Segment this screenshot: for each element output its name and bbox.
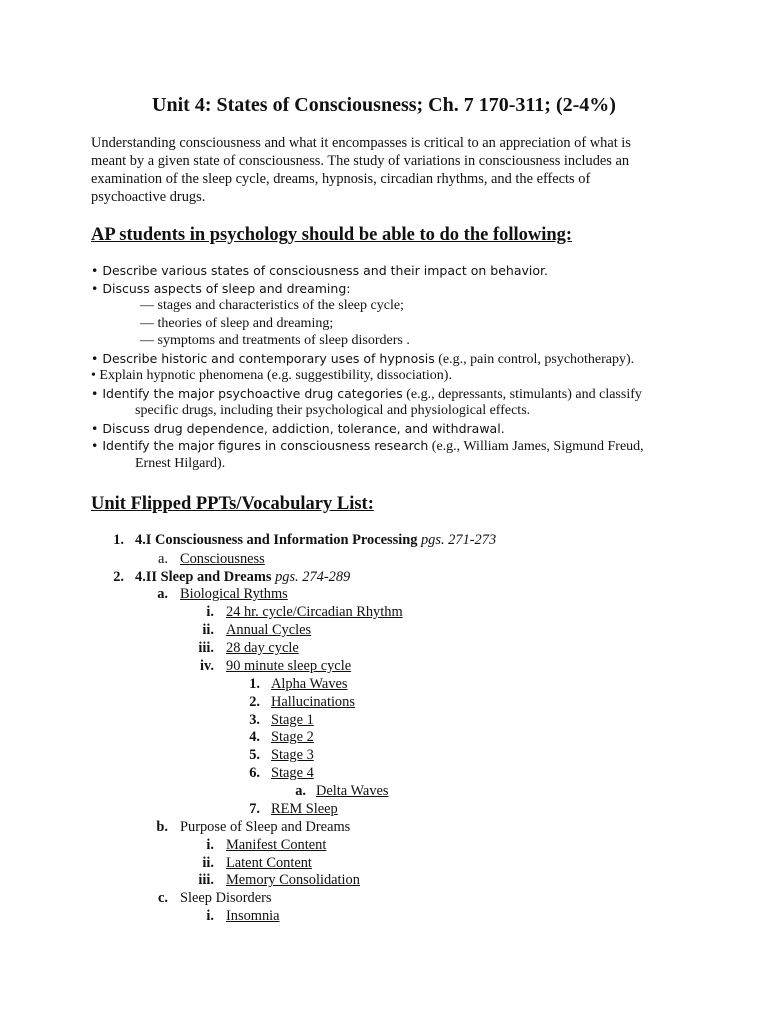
vocab-link[interactable]: Alpha Waves [271,675,348,692]
objective-continuation: specific drugs, including their psychological and physiological effects. [135,403,531,418]
list-letter: c. [158,890,168,906]
intro-line: examination of the sleep cycle, dreams, hypnosis, circadian rhythms, and the effects of [91,171,591,187]
list-roman: i. [206,908,214,924]
objective-subitem: — theories of sleep and dreaming; [140,315,334,331]
objective-text: • Describe historic and contemporary uses of hypnosis [91,350,435,366]
objective-item: • Discuss drug dependence, addiction, tolerance, and withdrawal. [91,420,505,436]
list-number: 3. [249,711,260,728]
list-roman: ii. [202,622,214,638]
list-roman: iv. [200,658,214,674]
vocab-link[interactable]: Latent Content [226,854,312,871]
list-roman: i. [206,604,214,620]
outline-subheading: Purpose of Sleep and Dreams [180,818,351,835]
vocab-link[interactable]: 28 day cycle [226,640,299,656]
intro-line: meant by a given state of consciousness. The study of variations in consciousness includes an [91,153,630,169]
list-roman: i. [206,836,214,853]
objective-item [91,367,452,385]
list-letter: a. [157,586,168,602]
objective-item: • Describe various states of consciousness and their impact on behavior. [91,263,548,278]
objective-item [91,350,634,369]
objective-item [91,385,642,404]
objective-item: • Discuss aspects of sleep and dreaming: [91,280,351,296]
objective-example: (e.g., depressants, stimulants) and classify [402,386,642,402]
list-roman: iii. [198,640,214,656]
outline-subheading: Sleep Disorders [180,890,272,906]
objective-text: • Identify the major figures in consciousness research [91,438,429,453]
intro-paragraph [91,134,691,206]
section-title-text: 4.II Sleep and Dreams [135,568,272,585]
list-number: 6. [249,765,260,781]
list-number: 5. [249,747,260,763]
section-title [135,568,350,586]
vocab-link[interactable]: Manifest Content [226,836,327,853]
list-number: 2. [113,568,124,585]
list-number: 4. [249,729,260,745]
vocab-link[interactable]: Memory Consolidation [226,872,360,888]
vocab-link[interactable]: 24 hr. cycle/Circadian Rhythm [226,604,403,620]
intro-line: Understanding consciousness and what it encompasses is critical to an appreciation of what is [91,135,631,151]
page-title: Unit 4: States of Consciousness; Ch. 7 170-311; (2-4%) [152,94,616,116]
list-letter: a. [295,783,306,799]
objective-subitem: — stages and characteristics of the sleep cycle; [140,298,404,313]
vocab-heading: Unit Flipped PPTs/Vocabulary List: [91,494,374,514]
intro-line: psychoactive drugs. [91,189,206,205]
vocab-link[interactable]: Insomnia [226,908,280,924]
list-number: 7. [249,800,260,817]
vocab-link[interactable]: Biological Rythms [180,586,288,602]
objectives-heading: AP students in psychology should be able to do the following: [91,225,573,245]
list-roman: iii. [198,872,214,888]
vocab-link[interactable]: Consciousness [180,550,265,567]
vocab-link[interactable]: Stage 4 [271,765,314,781]
vocab-link[interactable]: Annual Cycles [226,622,312,638]
vocab-link[interactable]: Delta Waves [316,783,389,799]
vocab-link[interactable]: Stage 2 [271,729,314,745]
objective-example: (e.g., William James, Sigmund Freud, [428,439,644,454]
list-letter: a. [158,550,168,567]
objective-text: • Explain hypnotic phenomena [91,368,264,383]
objective-text: • Identify the major psychoactive drug categories [91,385,403,401]
vocab-link[interactable]: Stage 1 [271,711,314,728]
objective-subitem: — symptoms and treatments of sleep disorders . [140,333,410,348]
objective-example: (e.g., pain control, psychotherapy). [434,351,635,367]
section-title-text: 4.I Consciousness and Information Processing [135,532,418,548]
list-roman: ii. [202,854,214,871]
objective-item [91,437,644,456]
list-number: 1. [113,532,124,548]
list-number: 1. [249,675,260,692]
vocab-link[interactable]: Stage 3 [271,747,314,763]
vocab-link[interactable]: 90 minute sleep cycle [226,658,352,674]
vocab-link[interactable]: REM Sleep [271,800,338,817]
objective-example: (e.g. suggestibility, dissociation). [263,368,452,383]
list-letter: b. [156,818,168,835]
section-pages: pgs. 274-289 [271,568,351,585]
list-number: 2. [249,693,260,710]
objective-continuation: Ernest Hilgard). [135,455,226,471]
section-pages: pgs. 271-273 [417,532,497,548]
vocab-link[interactable]: Hallucinations [271,693,355,710]
section-title [135,531,496,549]
